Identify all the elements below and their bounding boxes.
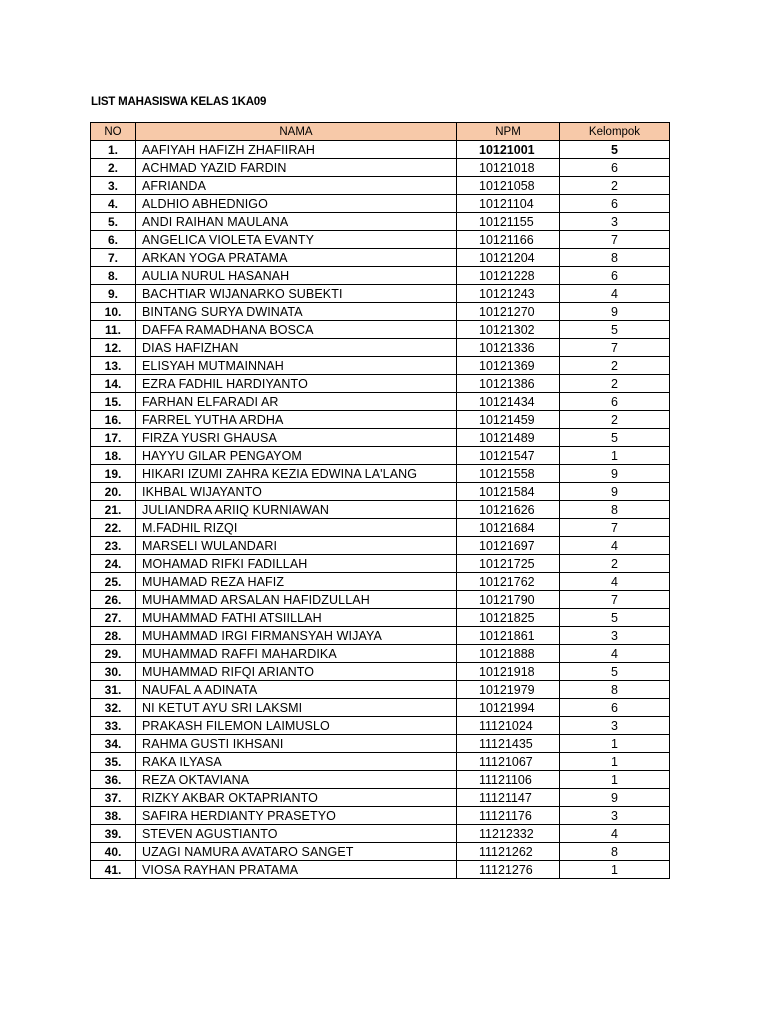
table-row <box>91 843 670 861</box>
cell-npm: 10121584 <box>457 483 560 501</box>
table-row <box>91 717 670 735</box>
table-row <box>91 555 670 573</box>
cell-nama: BINTANG SURYA DWINATA <box>136 303 457 321</box>
table-row <box>91 213 670 231</box>
header-kelompok: Kelompok <box>560 123 670 141</box>
cell-npm: 10121489 <box>457 429 560 447</box>
cell-nama: MOHAMAD RIFKI FADILLAH <box>136 555 457 573</box>
cell-kelompok: 1 <box>560 735 670 753</box>
table-row <box>91 807 670 825</box>
cell-no: 3. <box>91 177 136 195</box>
cell-nama: MARSELI WULANDARI <box>136 537 457 555</box>
cell-npm: 10121336 <box>457 339 560 357</box>
cell-npm: 11121067 <box>457 753 560 771</box>
cell-kelompok: 7 <box>560 339 670 357</box>
cell-no: 19. <box>91 465 136 483</box>
cell-nama: FARREL YUTHA ARDHA <box>136 411 457 429</box>
cell-npm: 10121386 <box>457 375 560 393</box>
cell-kelompok: 1 <box>560 753 670 771</box>
cell-no: 9. <box>91 285 136 303</box>
cell-nama: AULIA NURUL HASANAH <box>136 267 457 285</box>
cell-kelompok: 7 <box>560 591 670 609</box>
table-row <box>91 321 670 339</box>
cell-no: 33. <box>91 717 136 735</box>
table-row <box>91 393 670 411</box>
cell-npm: 10121861 <box>457 627 560 645</box>
cell-nama: FARHAN ELFARADI AR <box>136 393 457 411</box>
cell-kelompok: 8 <box>560 249 670 267</box>
table-row <box>91 591 670 609</box>
cell-nama: M.FADHIL RIZQI <box>136 519 457 537</box>
table-row <box>91 357 670 375</box>
student-table <box>90 122 670 879</box>
cell-npm: 10121994 <box>457 699 560 717</box>
cell-no: 41. <box>91 861 136 879</box>
cell-nama: NI KETUT AYU SRI LAKSMI <box>136 699 457 717</box>
cell-no: 26. <box>91 591 136 609</box>
cell-kelompok: 6 <box>560 699 670 717</box>
cell-no: 39. <box>91 825 136 843</box>
cell-nama: SAFIRA HERDIANTY PRASETYO <box>136 807 457 825</box>
cell-npm: 10121918 <box>457 663 560 681</box>
cell-no: 21. <box>91 501 136 519</box>
cell-npm: 10121790 <box>457 591 560 609</box>
cell-no: 29. <box>91 645 136 663</box>
cell-kelompok: 4 <box>560 285 670 303</box>
cell-npm: 11121147 <box>457 789 560 807</box>
cell-npm: 10121626 <box>457 501 560 519</box>
cell-no: 38. <box>91 807 136 825</box>
cell-nama: ANGELICA VIOLETA EVANTY <box>136 231 457 249</box>
cell-nama: NAUFAL A ADINATA <box>136 681 457 699</box>
cell-nama: MUHAMAD REZA HAFIZ <box>136 573 457 591</box>
cell-no: 10. <box>91 303 136 321</box>
table-row <box>91 483 670 501</box>
cell-nama: MUHAMMAD RIFQI ARIANTO <box>136 663 457 681</box>
cell-no: 37. <box>91 789 136 807</box>
cell-no: 5. <box>91 213 136 231</box>
table-row <box>91 285 670 303</box>
header-npm: NPM <box>457 123 560 141</box>
cell-no: 14. <box>91 375 136 393</box>
cell-no: 15. <box>91 393 136 411</box>
cell-no: 22. <box>91 519 136 537</box>
cell-npm: 10121166 <box>457 231 560 249</box>
cell-npm: 10121155 <box>457 213 560 231</box>
cell-nama: RAKA ILYASA <box>136 753 457 771</box>
cell-nama: AFRIANDA <box>136 177 457 195</box>
cell-nama: VIOSA RAYHAN PRATAMA <box>136 861 457 879</box>
cell-npm: 10121243 <box>457 285 560 303</box>
cell-kelompok: 2 <box>560 177 670 195</box>
table-row <box>91 627 670 645</box>
cell-no: 32. <box>91 699 136 717</box>
cell-npm: 10121434 <box>457 393 560 411</box>
cell-kelompok: 9 <box>560 465 670 483</box>
cell-npm: 11212332 <box>457 825 560 843</box>
cell-nama: ARKAN YOGA PRATAMA <box>136 249 457 267</box>
cell-no: 1. <box>91 141 136 159</box>
cell-npm: 10121825 <box>457 609 560 627</box>
cell-nama: JULIANDRA ARIIQ KURNIAWAN <box>136 501 457 519</box>
cell-kelompok: 6 <box>560 393 670 411</box>
table-row <box>91 699 670 717</box>
cell-kelompok: 3 <box>560 807 670 825</box>
cell-kelompok: 8 <box>560 681 670 699</box>
table-row <box>91 249 670 267</box>
cell-no: 20. <box>91 483 136 501</box>
cell-kelompok: 6 <box>560 267 670 285</box>
table-row <box>91 231 670 249</box>
cell-no: 28. <box>91 627 136 645</box>
cell-npm: 10121270 <box>457 303 560 321</box>
cell-nama: HIKARI IZUMI ZAHRA KEZIA EDWINA LA'LANG <box>136 465 457 483</box>
table-body <box>91 141 670 879</box>
cell-nama: ALDHIO ABHEDNIGO <box>136 195 457 213</box>
table-row <box>91 753 670 771</box>
cell-nama: RIZKY AKBAR OKTAPRIANTO <box>136 789 457 807</box>
header-no: NO <box>91 123 136 141</box>
cell-no: 31. <box>91 681 136 699</box>
cell-nama: ELISYAH MUTMAINNAH <box>136 357 457 375</box>
cell-kelompok: 2 <box>560 411 670 429</box>
cell-no: 8. <box>91 267 136 285</box>
cell-nama: HAYYU GILAR PENGAYOM <box>136 447 457 465</box>
cell-kelompok: 5 <box>560 609 670 627</box>
cell-npm: 11121176 <box>457 807 560 825</box>
cell-no: 2. <box>91 159 136 177</box>
cell-kelompok: 3 <box>560 627 670 645</box>
cell-npm: 11121024 <box>457 717 560 735</box>
table-row <box>91 159 670 177</box>
cell-kelompok: 2 <box>560 555 670 573</box>
cell-no: 34. <box>91 735 136 753</box>
cell-npm: 10121001 <box>457 141 560 159</box>
table-row <box>91 303 670 321</box>
table-row <box>91 861 670 879</box>
table-row <box>91 825 670 843</box>
cell-kelompok: 9 <box>560 303 670 321</box>
cell-nama: BACHTIAR WIJANARKO SUBEKTI <box>136 285 457 303</box>
cell-npm: 10121979 <box>457 681 560 699</box>
cell-npm: 10121459 <box>457 411 560 429</box>
cell-nama: EZRA FADHIL HARDIYANTO <box>136 375 457 393</box>
cell-npm: 10121547 <box>457 447 560 465</box>
cell-no: 40. <box>91 843 136 861</box>
cell-kelompok: 2 <box>560 357 670 375</box>
cell-kelompok: 6 <box>560 159 670 177</box>
cell-no: 36. <box>91 771 136 789</box>
cell-kelompok: 5 <box>560 141 670 159</box>
cell-kelompok: 1 <box>560 771 670 789</box>
cell-nama: ACHMAD YAZID FARDIN <box>136 159 457 177</box>
cell-no: 18. <box>91 447 136 465</box>
table-row <box>91 663 670 681</box>
cell-nama: DIAS HAFIZHAN <box>136 339 457 357</box>
table-row <box>91 609 670 627</box>
cell-no: 11. <box>91 321 136 339</box>
table-row <box>91 681 670 699</box>
cell-nama: FIRZA YUSRI GHAUSA <box>136 429 457 447</box>
cell-kelompok: 3 <box>560 717 670 735</box>
table-row <box>91 447 670 465</box>
table-row <box>91 141 670 159</box>
cell-kelompok: 4 <box>560 537 670 555</box>
cell-npm: 11121276 <box>457 861 560 879</box>
cell-nama: MUHAMMAD RAFFI MAHARDIKA <box>136 645 457 663</box>
cell-kelompok: 7 <box>560 231 670 249</box>
cell-no: 12. <box>91 339 136 357</box>
table-row <box>91 771 670 789</box>
table-row <box>91 537 670 555</box>
cell-npm: 10121302 <box>457 321 560 339</box>
table-row <box>91 465 670 483</box>
cell-kelompok: 5 <box>560 663 670 681</box>
cell-npm: 10121762 <box>457 573 560 591</box>
cell-npm: 10121228 <box>457 267 560 285</box>
cell-no: 30. <box>91 663 136 681</box>
cell-npm: 10121058 <box>457 177 560 195</box>
cell-npm: 10121204 <box>457 249 560 267</box>
cell-kelompok: 3 <box>560 213 670 231</box>
cell-nama: AAFIYAH HAFIZH ZHAFIIRAH <box>136 141 457 159</box>
cell-nama: MUHAMMAD IRGI FIRMANSYAH WIJAYA <box>136 627 457 645</box>
cell-nama: DAFFA RAMADHANA BOSCA <box>136 321 457 339</box>
table-row <box>91 573 670 591</box>
table-row <box>91 195 670 213</box>
cell-kelompok: 4 <box>560 645 670 663</box>
table-header-row <box>91 123 670 141</box>
cell-nama: REZA OKTAVIANA <box>136 771 457 789</box>
page-title: LIST MAHASISWA KELAS 1KA09 <box>91 96 267 108</box>
cell-nama: PRAKASH FILEMON LAIMUSLO <box>136 717 457 735</box>
cell-kelompok: 5 <box>560 429 670 447</box>
cell-no: 23. <box>91 537 136 555</box>
cell-kelompok: 9 <box>560 789 670 807</box>
cell-no: 27. <box>91 609 136 627</box>
table-row <box>91 519 670 537</box>
cell-npm: 11121435 <box>457 735 560 753</box>
table-row <box>91 267 670 285</box>
cell-npm: 10121104 <box>457 195 560 213</box>
cell-no: 16. <box>91 411 136 429</box>
cell-nama: MUHAMMAD FATHI ATSIILLAH <box>136 609 457 627</box>
cell-nama: UZAGI NAMURA AVATARO SANGET <box>136 843 457 861</box>
cell-nama: MUHAMMAD ARSALAN HAFIDZULLAH <box>136 591 457 609</box>
table-row <box>91 735 670 753</box>
cell-npm: 10121684 <box>457 519 560 537</box>
cell-no: 24. <box>91 555 136 573</box>
cell-kelompok: 8 <box>560 501 670 519</box>
cell-nama: IKHBAL WIJAYANTO <box>136 483 457 501</box>
cell-no: 4. <box>91 195 136 213</box>
cell-kelompok: 9 <box>560 483 670 501</box>
cell-kelompok: 5 <box>560 321 670 339</box>
cell-npm: 11121106 <box>457 771 560 789</box>
cell-no: 17. <box>91 429 136 447</box>
table-row <box>91 645 670 663</box>
cell-kelompok: 6 <box>560 195 670 213</box>
cell-no: 6. <box>91 231 136 249</box>
table-row <box>91 411 670 429</box>
cell-npm: 11121262 <box>457 843 560 861</box>
cell-no: 25. <box>91 573 136 591</box>
table-row <box>91 789 670 807</box>
cell-kelompok: 1 <box>560 447 670 465</box>
cell-npm: 10121888 <box>457 645 560 663</box>
cell-kelompok: 4 <box>560 825 670 843</box>
cell-npm: 10121558 <box>457 465 560 483</box>
cell-no: 13. <box>91 357 136 375</box>
cell-npm: 10121369 <box>457 357 560 375</box>
cell-nama: STEVEN AGUSTIANTO <box>136 825 457 843</box>
cell-kelompok: 8 <box>560 843 670 861</box>
cell-kelompok: 7 <box>560 519 670 537</box>
table-row <box>91 375 670 393</box>
table-row <box>91 339 670 357</box>
header-nama: NAMA <box>136 123 457 141</box>
cell-kelompok: 2 <box>560 375 670 393</box>
cell-nama: RAHMA GUSTI IKHSANI <box>136 735 457 753</box>
table-row <box>91 501 670 519</box>
cell-no: 7. <box>91 249 136 267</box>
cell-no: 35. <box>91 753 136 771</box>
cell-npm: 10121697 <box>457 537 560 555</box>
table-row <box>91 429 670 447</box>
cell-npm: 10121725 <box>457 555 560 573</box>
cell-kelompok: 4 <box>560 573 670 591</box>
table-row <box>91 177 670 195</box>
cell-nama: ANDI RAIHAN MAULANA <box>136 213 457 231</box>
cell-npm: 10121018 <box>457 159 560 177</box>
cell-kelompok: 1 <box>560 861 670 879</box>
